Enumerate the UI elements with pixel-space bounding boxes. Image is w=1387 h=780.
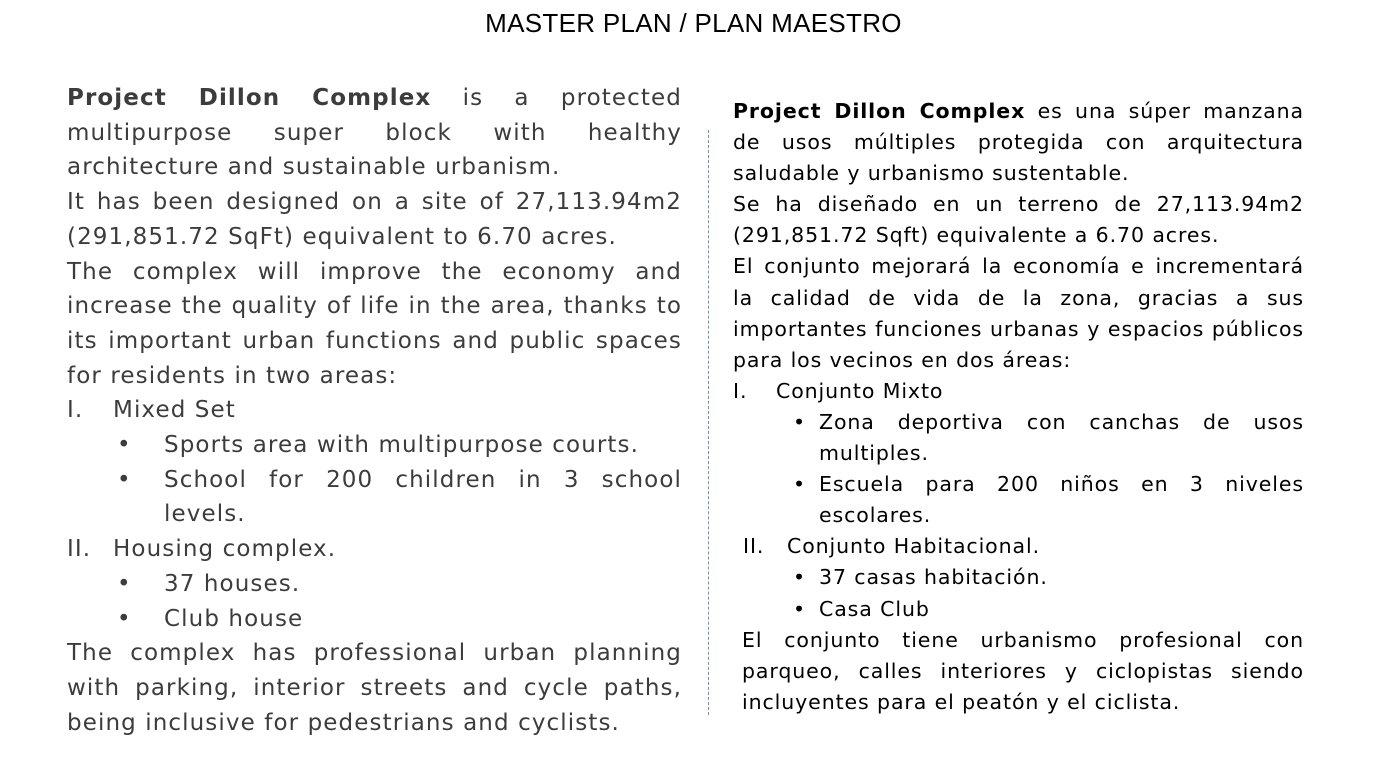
bullet-icon: • [793, 409, 806, 434]
list-item-text: 37 casas habitación. [819, 565, 1048, 590]
list-item-text: 37 houses. [164, 570, 301, 597]
list-item-text: Casa Club [819, 596, 930, 621]
section-numeral: II. [743, 534, 765, 559]
project-name: Project Dillon Complex [67, 85, 432, 111]
bullet-icon: • [793, 596, 806, 621]
list-item [67, 567, 682, 602]
complex-paragraph: The complex will improve the economy and increase the quality of life in the area, thanks to its important urban functions and public spaces for residents in two areas: [67, 258, 682, 389]
intro-paragraph [733, 96, 1304, 189]
bullet-icon: • [117, 570, 132, 597]
list-item-text: School for 200 children in 3 school levels. [164, 466, 682, 528]
english-column [67, 81, 682, 740]
bullet-icon: • [117, 605, 132, 632]
section-heading [67, 532, 682, 567]
closing-paragraph: The complex has professional urban planning with parking, interior streets and cycle paths, being inclusive for pedestrians and cyclists. [67, 640, 682, 736]
intro-text: es una súper manzana de usos múltiples protegida con arquitectura saludable y urbanismo sustentable. [733, 99, 1304, 186]
column-divider [708, 130, 709, 715]
page-title: MASTER PLAN / PLAN MAESTRO [485, 8, 902, 38]
list-item [67, 463, 682, 532]
bullet-icon: • [793, 565, 806, 590]
section-label: Housing complex. [113, 536, 337, 563]
complex-paragraph: El conjunto mejorará la economía e incrementará la calidad de vida de la zona, gracias a sus importantes funciones urbanas y espacios públicos para los vecinos en dos áreas: [733, 254, 1304, 372]
project-name: Project Dillon Complex [733, 99, 1026, 123]
spanish-column [733, 96, 1304, 718]
section-label: Mixed Set [113, 397, 236, 424]
section-numeral: I. [733, 378, 748, 403]
list-item [733, 407, 1304, 469]
list-item-text: Escuela para 200 niños en 3 niveles escolares. [819, 472, 1304, 528]
closing-paragraph: El conjunto tiene urbanismo profesional con parqueo, calles interiores y ciclopistas siendo incluyentes para el peatón y el ciclista. [742, 627, 1304, 714]
section-heading [733, 376, 1304, 407]
bullet-icon: • [117, 466, 132, 493]
intro-text: is a protected multipurpose super block with healthy architecture and sustainable urbanism. [67, 85, 682, 181]
list-item [733, 594, 1304, 625]
section-numeral: II. [67, 536, 92, 563]
section-numeral: I. [67, 397, 84, 424]
list-item [67, 428, 682, 463]
intro-paragraph [67, 81, 682, 185]
section-label: Conjunto Mixto [776, 378, 944, 403]
list-item [733, 469, 1304, 531]
list-item-text: Club house [164, 605, 304, 632]
list-item [733, 562, 1304, 593]
list-item [67, 602, 682, 637]
section-heading [67, 393, 682, 428]
bullet-icon: • [117, 432, 132, 459]
list-item-text: Zona deportiva con canchas de usos multiples. [819, 409, 1304, 466]
list-item-text: Sports area with multipurpose courts. [164, 432, 640, 459]
section-heading [733, 531, 1304, 562]
bullet-icon: • [793, 472, 806, 497]
section-label: Conjunto Habitacional. [787, 534, 1040, 559]
site-paragraph: It has been designed on a site of 27,113.94m2 (291,851.72 SqFt) equivalent to 6.70 acres. [67, 189, 682, 250]
site-paragraph: Se ha diseñado en un terreno de 27,113.94m2 (291,851.72 Sqft) equivalente a 6.70 acres. [733, 192, 1304, 248]
